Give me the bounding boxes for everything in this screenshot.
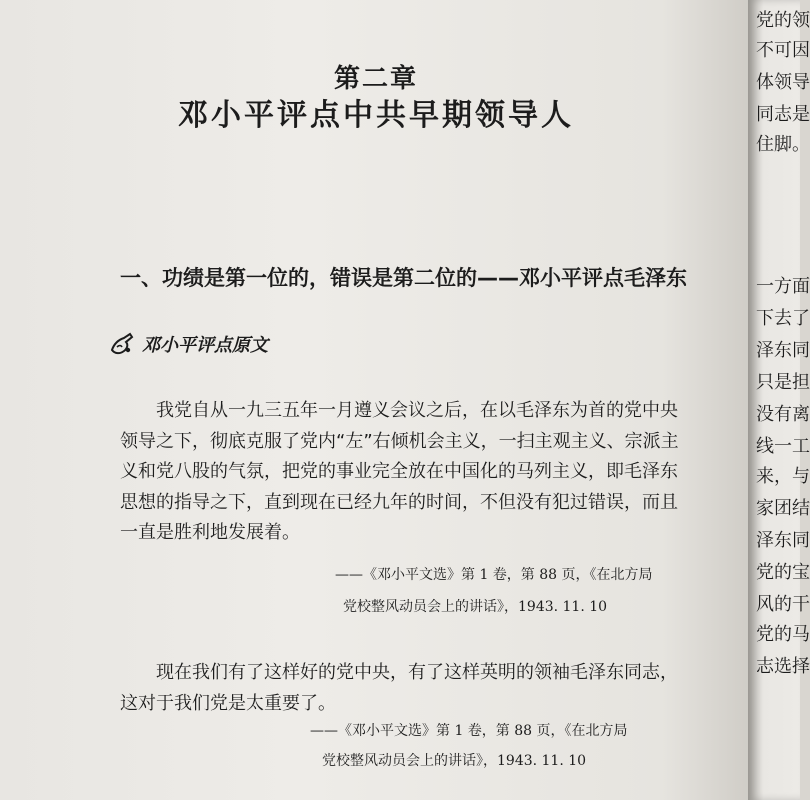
facing-line: 泽东同 xyxy=(756,530,810,551)
original-text-heading-label: 邓小平评点原文 xyxy=(142,335,268,356)
facing-line: 党的领 xyxy=(756,10,810,31)
facing-line: 住脚。 xyxy=(756,134,810,155)
facing-line: 党的宝 xyxy=(756,562,810,583)
section-heading: 一、功绩是第一位的，错误是第二位的——邓小平评点毛泽东 xyxy=(120,266,687,290)
facing-line: 志选择 xyxy=(756,656,810,677)
facing-line: 风的干 xyxy=(756,594,810,615)
facing-line: 党的马 xyxy=(756,624,810,645)
original-text-heading xyxy=(108,330,268,358)
chapter-title: 邓小平评点中共早期领导人 xyxy=(178,98,574,133)
facing-line: 下去了 xyxy=(756,308,810,329)
facing-line: 不可因 xyxy=(756,40,810,61)
quote-source-1-line-2: 党校整风动员会上的讲话》，1943. 11. 10 xyxy=(343,599,608,615)
facing-line: 没有离 xyxy=(756,404,810,425)
facing-line: 只是担 xyxy=(756,372,810,393)
facing-line: 线一工 xyxy=(756,436,810,457)
chapter-label: 第二章 xyxy=(333,64,418,94)
bleed-through-text xyxy=(90,8,95,28)
quote-source-2-line-2: 党校整风动员会上的讲话》，1943. 11. 10 xyxy=(322,753,587,769)
quote-paragraph-2: 现在我们有了这样好的党中央，有了这样英明的领袖毛泽东同志，这对于我们党是太重要了。 xyxy=(120,662,678,714)
facing-line: 一方面 xyxy=(756,276,810,297)
quote-paragraph-1: 我党自从一九三五年一月遵义会议之后，在以毛泽东为首的党中央领导之下，彻底克服了党内“左”右倾机会主义，一扫主观主义、宗派主义和党八股的气氛，把党的事业完全放在中国化的马列主义，即毛泽东思想的指导之下，直到现在已经九年的时间，不但没有犯过错误，而且一直是胜利地发展着。 xyxy=(120,400,679,543)
pen-hand-icon xyxy=(108,330,136,358)
facing-line: 泽东同 xyxy=(756,340,810,361)
facing-line: 同志是 xyxy=(756,104,810,125)
facing-line: 家团结 xyxy=(756,498,810,519)
quote-source-1-line-1: ——《邓小平文选》第 1 卷，第 88 页，《在北方局 xyxy=(335,567,653,583)
facing-page xyxy=(748,0,810,800)
facing-line: 体领导 xyxy=(756,72,810,93)
facing-line: 来，与 xyxy=(756,466,810,487)
quote-source-2-line-1: ——《邓小平文选》第 1 卷，第 88 页，《在北方局 xyxy=(310,723,628,739)
